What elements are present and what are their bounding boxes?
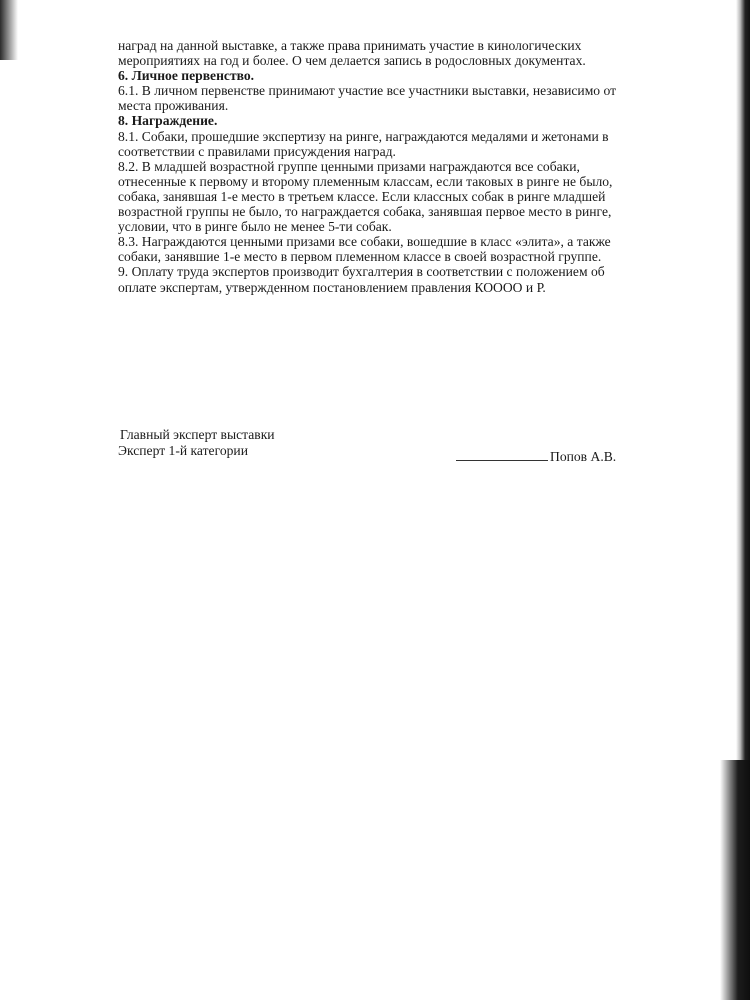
- text-line: оплате экспертам, утвержденном постановлением правления КОООО и Р.: [118, 279, 546, 295]
- text-line: 6.1. В личном первенстве принимают участие все участники выставки, независимо от: [118, 83, 617, 99]
- text-line: мероприятиях на год и более. О чем делается запись в родословных документах.: [118, 53, 586, 69]
- signature-block: [118, 427, 658, 475]
- scan-shadow-bottom-right: [720, 760, 750, 1000]
- signer-title-line-2: Эксперт 1-й категории: [118, 443, 248, 458]
- text-line: соответствии с правилами присуждения наград.: [118, 143, 396, 159]
- section-heading: 8. Награждение.: [118, 113, 218, 129]
- text-line: места проживания.: [118, 98, 229, 114]
- text-line: отнесенные к первому и второму племенным классам, если таковых в ринге не было,: [118, 173, 613, 189]
- text-line: 8.2. В младшей возрастной группе ценными призами награждаются все собаки,: [118, 158, 580, 174]
- text-line: возрастной группы не было, то награждается собака, занявшая первое место в ринге,: [118, 204, 612, 220]
- text-line: 8.1. Собаки, прошедшие экспертизу на ринге, награждаются медалями и жетонами в: [118, 128, 609, 144]
- signer-name: Попов А.В.: [550, 449, 617, 464]
- text-line: собаки, занявшие 1-е место в первом племенном классе в своей возрастной группе.: [118, 249, 602, 265]
- section-heading: 6. Личное первенство.: [118, 68, 255, 84]
- document-body: [118, 38, 688, 295]
- text-line: наград на данной выставке, а также права принимать участие в кинологических: [118, 38, 582, 53]
- scan-shadow-top-left: [0, 0, 18, 60]
- signer-title-line-1: Главный эксперт выставки: [120, 427, 275, 442]
- text-line: 9. Оплату труда экспертов производит бухгалтерия в соответствии с положением об: [118, 264, 605, 280]
- text-line: условии, что в ринге было не менее 5-ти собак.: [118, 219, 392, 235]
- text-line: 8.3. Награждаются ценными призами все собаки, вошедшие в класс «элита», а также: [118, 234, 611, 250]
- text-line: собака, занявшая 1-е место в третьем классе. Если классных собак в ринге младшей: [118, 188, 606, 204]
- signature-line: [456, 460, 548, 461]
